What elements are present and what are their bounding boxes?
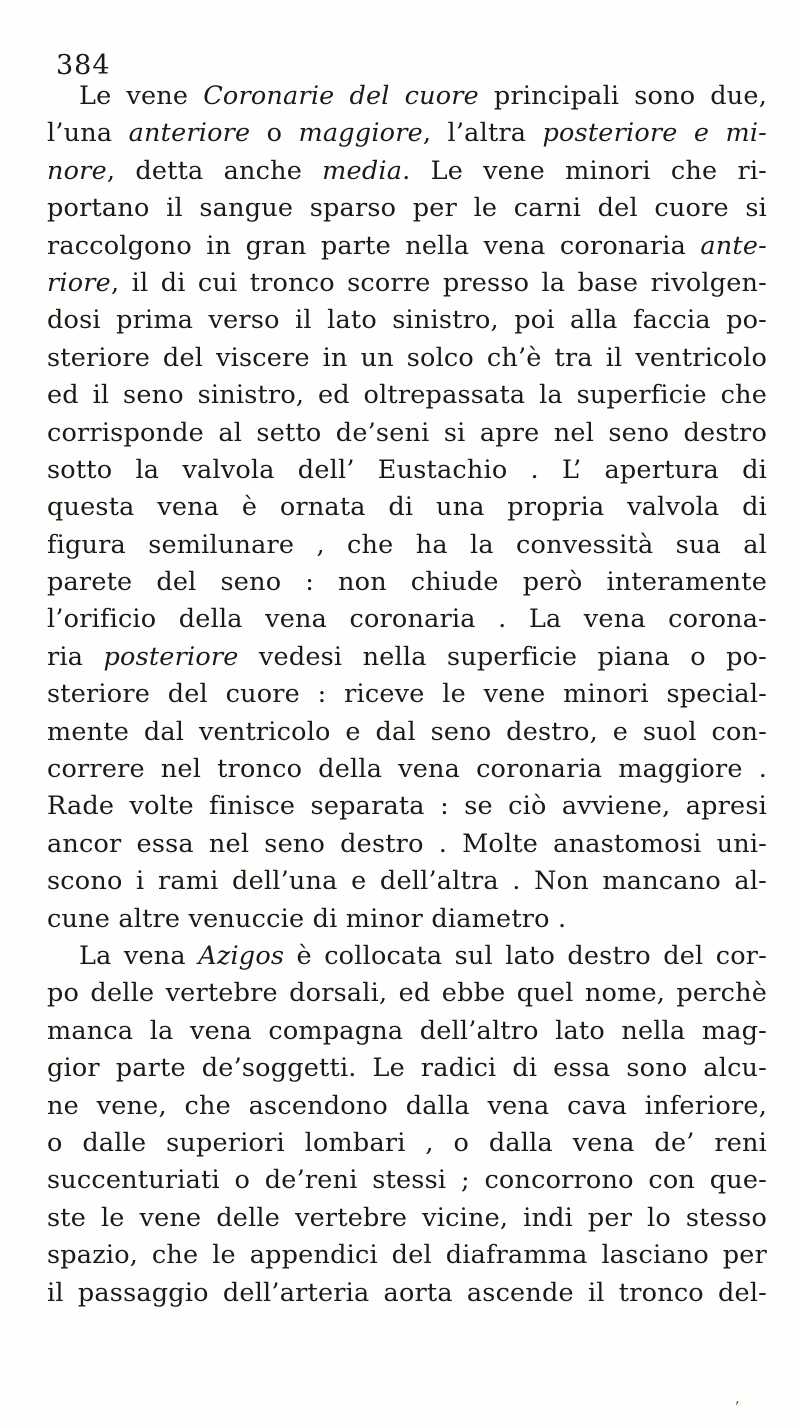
text-line [47, 975, 767, 1012]
text-segment: parete del seno : non chiude però interamente [47, 567, 767, 598]
text-line [47, 415, 767, 452]
text-segment: , l’altra [422, 118, 543, 149]
text-segment: gior parte de’soggetti. Le radici di essa sono alcu- [47, 1053, 767, 1084]
text-line [47, 1125, 767, 1162]
text-segment: raccolgono in gran parte nella vena coronaria [47, 230, 701, 261]
text-segment: Rade volte finisce separata : se ciò avviene, apresi [47, 791, 767, 822]
text-segment: ancor essa nel seno destro . Molte anastomosi uni- [47, 828, 767, 859]
text-line [47, 265, 767, 302]
text-line [47, 826, 767, 863]
text-line [47, 901, 767, 938]
text-segment: succenturiati o de’reni stessi ; concorrono con que- [47, 1165, 767, 1196]
text-line [47, 153, 767, 190]
body-text [47, 78, 767, 1312]
page-number: 384 [56, 50, 111, 81]
text-line [47, 228, 767, 265]
text-segment: ed il seno sinistro, ed oltrepassata la superficie che [47, 380, 767, 411]
text-line [47, 601, 767, 638]
text-segment: l’una [47, 118, 129, 149]
italic-text: riore [47, 267, 111, 298]
text-segment: manca la vena compagna dell’altro lato nella mag- [47, 1015, 767, 1046]
text-line [47, 78, 767, 115]
italic-text: posteriore e mi- [542, 118, 767, 149]
text-segment: ne vene, che ascendono dalla vena cava inferiore, [47, 1090, 767, 1121]
text-line [47, 190, 767, 227]
italic-text: nore [47, 155, 107, 186]
italic-text: maggiore [298, 118, 423, 149]
italic-text: Coronarie del cuore [203, 81, 479, 111]
text-line [47, 1162, 767, 1199]
text-segment: l’orificio della vena coronaria . La vena corona- [47, 604, 767, 635]
text-segment: portano il sangue sparso per le carni del cuore si [47, 193, 767, 224]
text-segment: il passaggio dell’arteria aorta ascende il tronco del- [47, 1277, 767, 1308]
italic-text: anteriore [128, 118, 251, 149]
text-segment: ria [47, 641, 104, 672]
text-line [47, 714, 767, 751]
italic-text: ante- [700, 230, 767, 261]
text-segment: , il di cui tronco scorre presso la base rivolgen- [110, 267, 767, 298]
text-segment: . Le vene minori che ri- [402, 155, 767, 186]
text-segment: Le vene [79, 81, 204, 111]
text-segment: cune altre venuccie di minor diametro . [47, 903, 567, 934]
text-segment: steriore del cuore : riceve le vene minori special- [47, 679, 767, 710]
text-segment: vedesi nella superficie piana o po- [238, 641, 767, 672]
italic-text: media [322, 155, 403, 186]
text-line [47, 1013, 767, 1050]
text-segment: La vena [79, 940, 199, 971]
text-segment: dosi prima verso il lato sinistro, poi alla faccia po- [47, 305, 767, 336]
text-segment: o dalle superiori lombari , o dalla vena de’ reni [47, 1127, 767, 1158]
text-segment: po delle vertebre dorsali, ed ebbe quel nome, perchè [47, 978, 767, 1009]
text-line [47, 1200, 767, 1237]
text-segment: corrisponde al setto de’seni si apre nel seno destro [47, 417, 767, 448]
text-line [47, 639, 767, 676]
text-segment: o [250, 118, 299, 149]
text-line [47, 527, 767, 564]
text-line [47, 751, 767, 788]
text-segment: spazio, che le appendici del diaframma lasciano per [47, 1240, 767, 1271]
text-segment: , detta anche [106, 155, 323, 186]
text-line [47, 1237, 767, 1274]
text-line [47, 452, 767, 489]
italic-text: posteriore [103, 641, 239, 672]
text-line [47, 1050, 767, 1087]
text-line [47, 489, 767, 526]
text-segment: correre nel tronco della vena coronaria maggiore . [47, 754, 767, 785]
text-line [47, 1088, 767, 1125]
text-segment: mente dal ventricolo e dal seno destro, e suol con- [47, 716, 767, 747]
text-segment: sotto la valvola dell’ Eustachio . L’ apertura di [47, 454, 767, 485]
text-line [47, 564, 767, 601]
text-line [47, 676, 767, 713]
corner-mark: ʼ [734, 1398, 740, 1417]
italic-text: Azigos [198, 940, 285, 971]
text-line [47, 938, 767, 975]
text-segment: questa vena è ornata di una propria valvola di [47, 492, 767, 523]
text-segment: figura semilunare , che ha la convessità sua al [47, 529, 767, 560]
text-segment: steriore del viscere in un solco ch’è tra il ventricolo [47, 342, 767, 373]
text-segment: è collocata sul lato destro del cor- [284, 940, 767, 971]
text-line [47, 1275, 767, 1312]
text-segment: principali sono due, [478, 81, 767, 111]
text-line [47, 302, 767, 339]
text-line [47, 788, 767, 825]
text-line [47, 115, 767, 152]
text-line [47, 863, 767, 900]
text-segment: scono i rami dell’una e dell’altra . Non mancano al- [47, 866, 767, 897]
text-line [47, 340, 767, 377]
text-line [47, 377, 767, 414]
text-segment: ste le vene delle vertebre vicine, indi per lo stesso [47, 1202, 767, 1233]
